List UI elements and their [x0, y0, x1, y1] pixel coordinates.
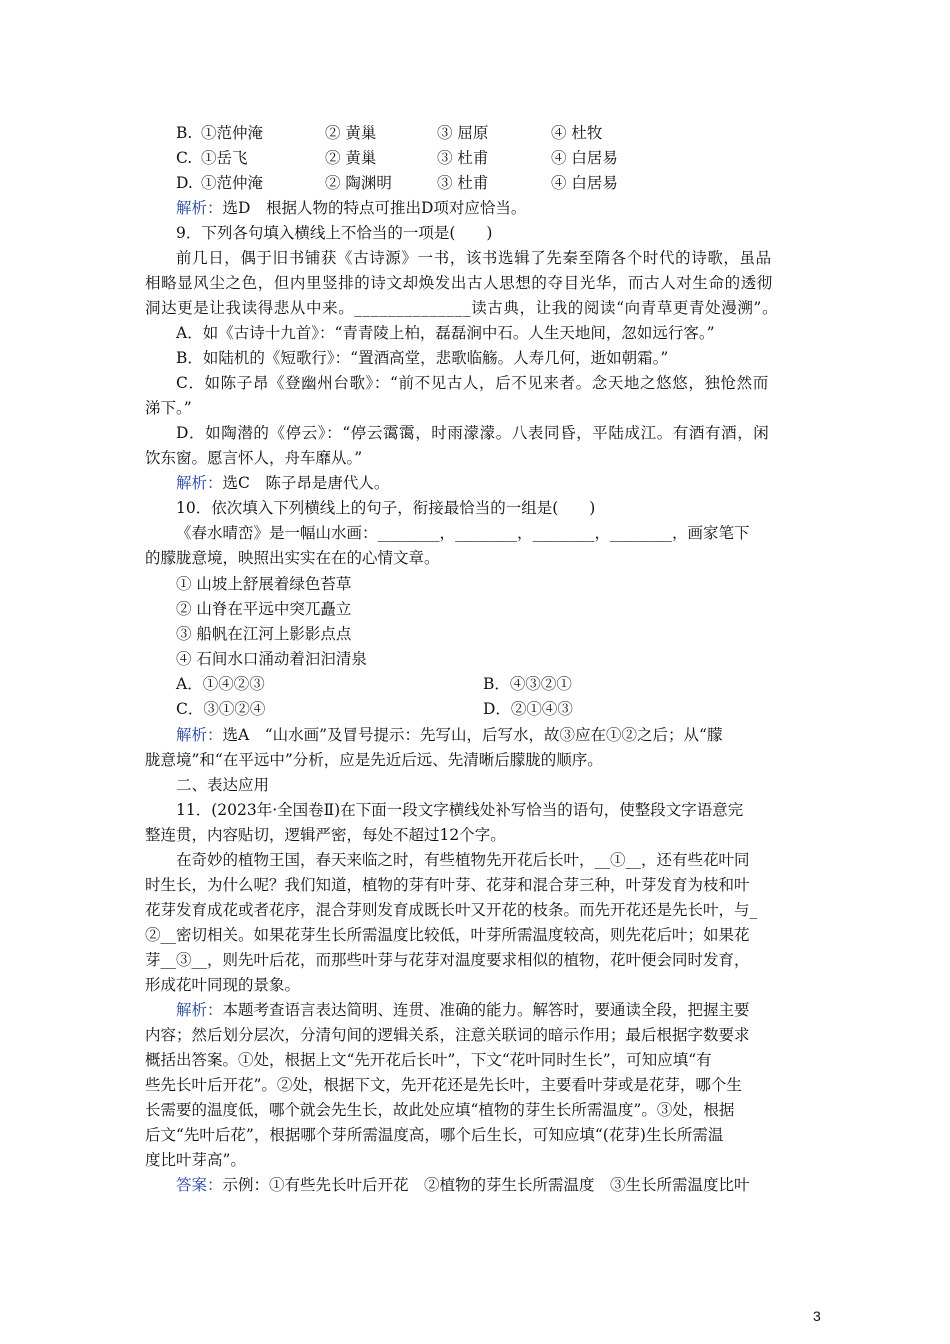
analysis-label: 解析：	[176, 199, 223, 217]
section-title: 二、表达应用	[176, 776, 270, 794]
q10-choice-b: B．④③②①	[483, 675, 572, 693]
q11-analysis-cont: 长需要的温度低，哪个就会先生长，故此处应填“植物的芽生长所需温度”。③处，根据	[145, 1101, 735, 1119]
q9-option-d: D．如陶潜的《停云》：“停云霭霭，时雨濛濛。八表同昏，平陆成江。有酒有酒，闲	[176, 424, 770, 442]
q10-choice-d: D．②①④③	[483, 700, 573, 718]
q11-passage-line	[145, 900, 757, 920]
option-item-3: ③ 杜甫	[437, 149, 489, 167]
q10-analysis	[176, 725, 722, 745]
analysis-text: 选D 根据人物的特点可推出D项对应恰当。	[222, 199, 527, 217]
q11-passage-line	[145, 925, 750, 945]
q9-option-d-cont: 饮东窗。愿言怀人，舟车靡从。”	[145, 449, 363, 467]
q11-passage-line: 时生长，为什么呢？我们知道，植物的芽有叶芽、花芽和混合芽三种，叶芽发育为枝和叶	[145, 876, 750, 894]
blank-2: ②__	[145, 926, 177, 944]
q11-analysis	[176, 1000, 750, 1020]
q10-item: ② 山脊在平远中突兀矗立	[176, 600, 352, 618]
blank-1: __①__	[594, 851, 642, 869]
q9-passage-line: 前几日，偶于旧书铺获《古诗源》一书，该书选辑了先秦至隋各个时代的诗歌，虽品	[176, 249, 772, 267]
answer-text: 示例：①有些先长叶后开花 ②植物的芽生长所需温度 ③生长所需温度比叶	[222, 1176, 750, 1194]
analysis-label: 解析：	[176, 1001, 223, 1019]
q11-stem-cont: 整连贯，内容贴切，逻辑严密，每处不超过12个字。	[145, 826, 506, 844]
analysis-label: 解析：	[176, 726, 223, 744]
q9-option-c-cont: 涕下。”	[145, 399, 192, 417]
passage-text: 在奇妙的植物王国，春天来临之时，有些植物先开花后长叶，	[176, 851, 595, 869]
q10-analysis-cont: 胧意境”和“在平远中”分析，应是先近后远、先清晰后朦胧的顺序。	[145, 751, 603, 769]
q11-analysis-cont: 概括出答案。①处，根据上文“先开花后长叶”，下文“花叶同时生长”，可知应填“有	[145, 1051, 712, 1069]
q11-passage-line	[145, 950, 750, 970]
option-item-4: ④ 杜牧	[551, 124, 603, 142]
option-item-2: ② 黄巢	[325, 149, 377, 167]
q9-option-a: A．如《古诗十九首》：“青青陵上柏，磊磊涧中石。人生天地间，忽如远行客。”	[176, 324, 715, 342]
q10-item: ③ 船帆在江河上影影点点	[176, 625, 352, 643]
passage-text: 密切相关。如果花芽生长所需温度比较低，叶芽所需温度较高，则先花后叶；如果花	[176, 926, 750, 944]
analysis-text: 选A “山水画”及冒号提示：先写山，后写水，故③应在①②之后；从“朦	[222, 726, 723, 744]
option-item-1: ①岳飞	[201, 149, 248, 167]
passage-text: ，则先叶后花，而那些叶芽与花芽对温度要求相似的植物，花叶便会同时发育，	[207, 951, 750, 969]
q11-analysis-cont: 后文“先叶后花”，根据哪个芽所需温度高，哪个后生长，可知应填“(花芽)生长所需温	[145, 1126, 724, 1144]
q9-analysis	[176, 473, 389, 493]
option-letter: B.	[176, 124, 193, 142]
option-item-4: ④ 白居易	[551, 174, 618, 192]
q9-passage-line: 洞达更是让我读得悲从中来。______________读古典，让我的阅读“向青草更青处漫溯”。	[145, 299, 779, 317]
q10-passage-line: 《春水晴峦》是一幅山水画：________，________，________，________，画家笔下	[176, 524, 750, 542]
q10-choice-a: A．①④②③	[176, 675, 265, 693]
q9-option-b: B．如陆机的《短歌行》：“置酒高堂，悲歌临觞。人寿几何，逝如朝霜。”	[176, 349, 669, 367]
option-item-3: ③ 杜甫	[437, 174, 489, 192]
q9-stem: 9．下列各句填入横线上不恰当的一项是( )	[176, 224, 493, 242]
q11-analysis-cont: 些先长叶后开花”。②处，根据下文，先开花还是先长叶，主要看叶芽或是花芽，哪个生	[145, 1076, 742, 1094]
q11-passage-line	[176, 850, 750, 870]
analysis-text: 选C 陈子昂是唐代人。	[222, 474, 390, 492]
option-item-1: ①范仲淹	[201, 124, 264, 142]
analysis-text: 本题考查语言表达简明、连贯、准确的能力。解答时，要通读全段，把握主要	[222, 1001, 750, 1019]
option-letter: D.	[176, 174, 193, 192]
option-letter: C.	[176, 149, 193, 167]
option-item-1: ①范仲淹	[201, 174, 264, 192]
passage-text: ，还有些花叶同	[641, 851, 750, 869]
q10-passage-line: 的朦胧意境，映照出实实在在的心情文章。	[145, 549, 440, 567]
q9-passage-line: 相略显风尘之色，但内里竖排的诗文却焕发出古人思想的夺目光华，而古人对生命的透彻	[145, 274, 773, 292]
q11-analysis-cont: 内容；然后划分层次，分清句间的逻辑关系，注意关联词的暗示作用；最后根据字数要求	[145, 1026, 750, 1044]
option-item-2: ② 陶渊明	[325, 174, 392, 192]
answer-label: 答案：	[176, 1176, 223, 1194]
q8-analysis	[176, 198, 526, 218]
page-number: 3	[813, 1308, 821, 1324]
option-item-3: ③ 屈原	[437, 124, 489, 142]
q11-analysis-cont: 度比叶芽高”。	[145, 1151, 246, 1169]
option-item-2: ② 黄巢	[325, 124, 377, 142]
q10-stem: 10．依次填入下列横线上的句子，衔接最恰当的一组是( )	[176, 499, 596, 517]
q11-passage-line: 形成花叶同现的景象。	[145, 976, 301, 994]
passage-text: 芽	[145, 951, 161, 969]
q11-answer	[176, 1175, 750, 1195]
blank-2-start: _	[749, 901, 758, 919]
q10-item: ① 山坡上舒展着绿色苔草	[176, 575, 352, 593]
passage-text: 花芽发育成花或者花序，混合芽则发育成既长叶又开花的枝条。而先开花还是先长叶，与	[145, 901, 750, 919]
q11-stem: 11．(2023年·全国卷Ⅱ)在下面一段文字横线处补写恰当的语句，使整段文字语意完	[176, 801, 744, 819]
q10-item: ④ 石间水口涌动着汩汩清泉	[176, 650, 367, 668]
analysis-label: 解析：	[176, 474, 223, 492]
blank-3: __③__	[160, 951, 208, 969]
q9-option-c: C．如陈子昂《登幽州台歌》：“前不见古人，后不见来者。念天地之悠悠，独怆然而	[176, 374, 769, 392]
option-item-4: ④ 白居易	[551, 149, 618, 167]
q10-choice-c: C．③①②④	[176, 700, 266, 718]
